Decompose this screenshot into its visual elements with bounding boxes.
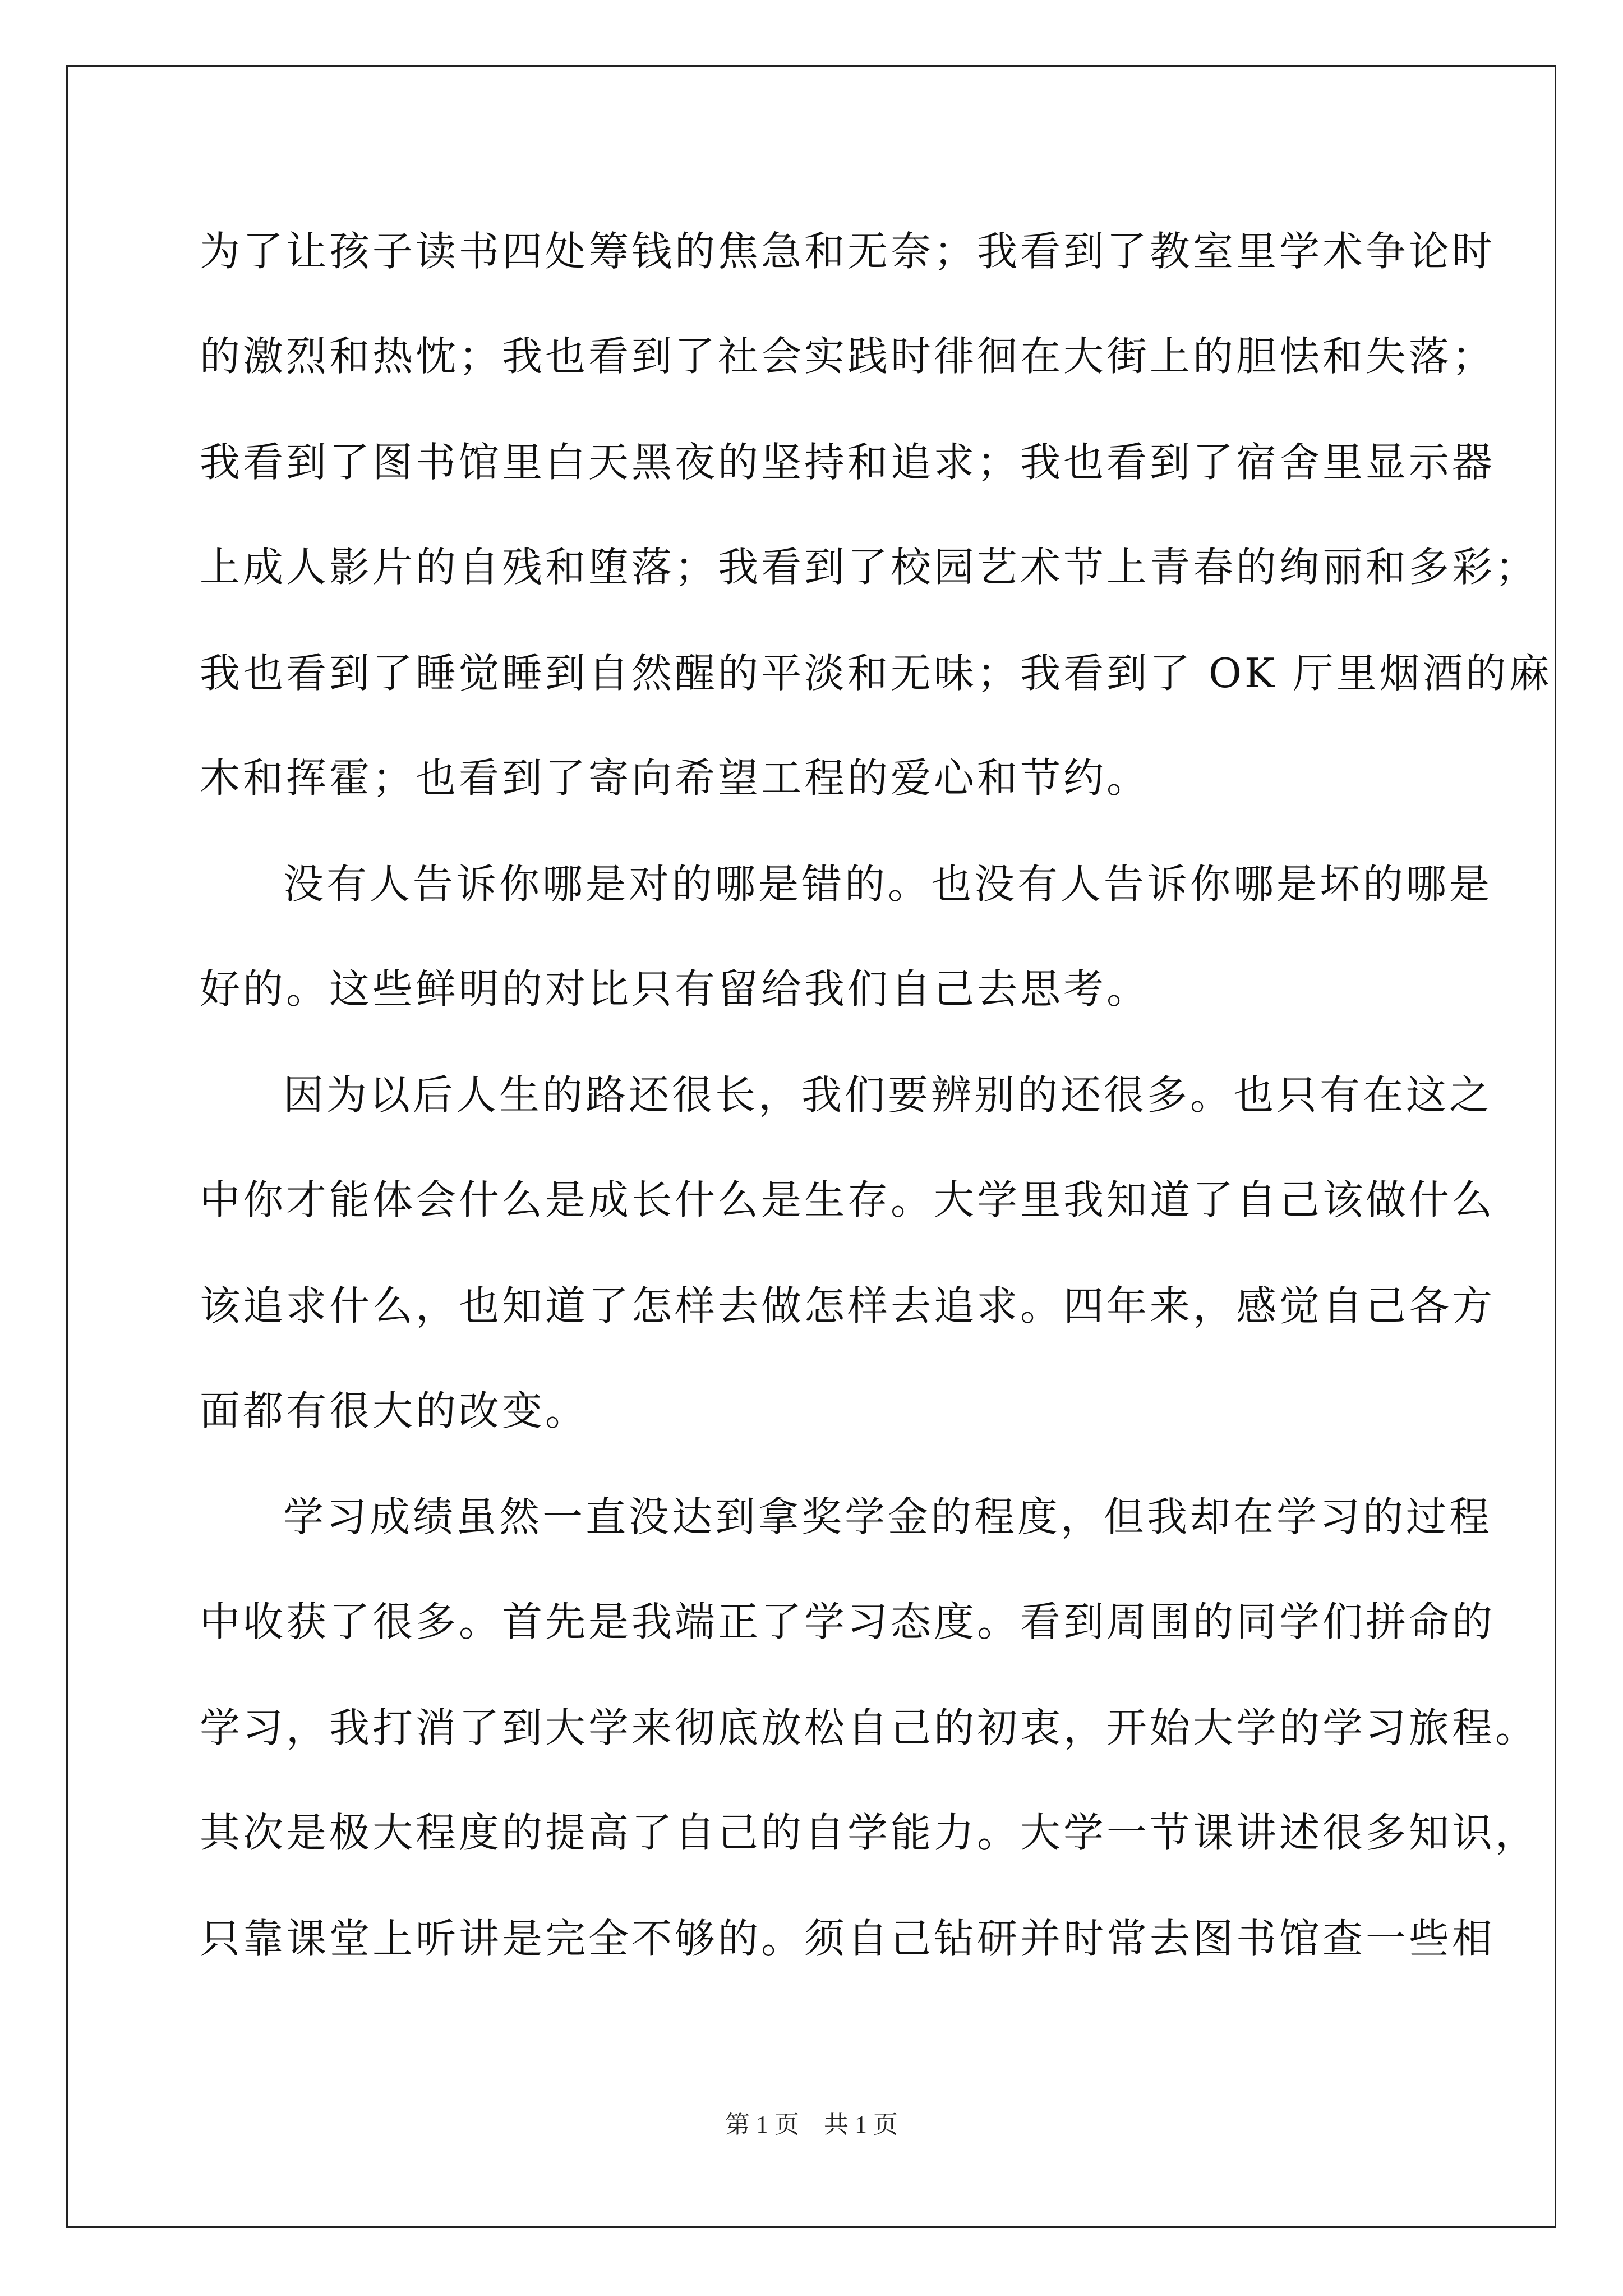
text-line: 面都有很大的改变。 [200, 1387, 589, 1434]
text-line: 为了让孩子读书四处筹钱的焦急和无奈；我看到了教室里学术争论时 [200, 228, 1496, 275]
paragraph-first-line: 没有人告诉你哪是对的哪是错的。也没有人告诉你哪是坏的哪是 [283, 861, 1493, 908]
text-line: 学习，我打消了到大学来彻底放松自己的初衷，开始大学的学习旅程。 [200, 1704, 1539, 1751]
text-line: 木和挥霍；也看到了寄向希望工程的爱心和节约。 [200, 754, 1150, 802]
text-line: 的激烈和热忱；我也看到了社会实践时徘徊在大街上的胆怯和失落； [200, 333, 1496, 380]
paragraph-first-line: 因为以后人生的路还很长，我们要辨别的还很多。也只有在这之 [283, 1071, 1493, 1119]
text-line: 该追求什么，也知道了怎样去做怎样去追求。四年来，感觉自己各方 [200, 1282, 1496, 1329]
text-line: 中收获了很多。首先是我端正了学习态度。看到周围的同学们拼命的 [200, 1598, 1496, 1645]
text-line: 其次是极大程度的提高了自己的自学能力。大学一节课讲述很多知识， [200, 1809, 1539, 1856]
page-number-footer: 第 1 页 共 1 页 [725, 2111, 898, 2138]
text-line: 我也看到了睡觉睡到自然醒的平淡和无味；我看到了 OK 厅里烟酒的麻 [200, 650, 1552, 697]
page-border [66, 65, 1556, 2228]
text-line: 只靠课堂上听讲是完全不够的。须自己钻研并时常去图书馆查一些相 [200, 1915, 1496, 1962]
text-line: 好的。这些鲜明的对比只有留给我们自己去思考。 [200, 965, 1150, 1013]
paragraph-first-line: 学习成绩虽然一直没达到拿奖学金的程度，但我却在学习的过程 [283, 1493, 1493, 1540]
text-line: 上成人影片的自残和堕落；我看到了校园艺术节上青春的绚丽和多彩； [200, 544, 1539, 591]
text-line: 我看到了图书馆里白天黑夜的坚持和追求；我也看到了宿舍里显示器 [200, 439, 1496, 486]
text-line: 中你才能体会什么是成长什么是生存。大学里我知道了自己该做什么 [200, 1176, 1496, 1223]
